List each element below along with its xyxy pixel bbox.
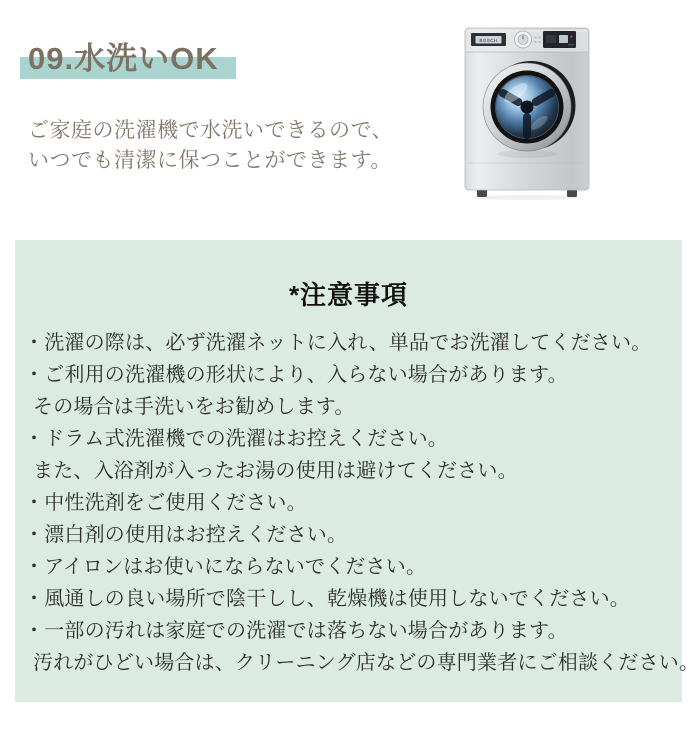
note-line-continuation: その場合は手洗いをお勧めします。 [33,396,355,418]
washing-machine-illustration [464,26,590,200]
note-line: ・漂白剤の使用はお控えください。 [24,524,348,546]
display-panel [543,31,576,48]
washing-machine-image [464,26,590,200]
note-line: ・洗濯の際は、必ず洗濯ネットに入れ、単品でお洗濯してください。 [24,332,652,354]
brand-logo-text: BOSCH [479,37,498,43]
notes-heading: *注意事項 [288,280,409,310]
description-line: ご家庭の洗濯機で水洗いできるので、 [28,119,394,142]
note-line: ・風通しの良い場所で陰干しし、乾燥機は使用しないでください。 [24,588,630,610]
brand-plate [471,33,506,46]
caution-notes-box [15,240,700,702]
product-description [28,116,393,176]
note-line: ・ドラム式洗濯機での洗濯はお控えください。 [24,428,448,450]
note-line-continuation: また、入浴剤が入ったお湯の使用は避けてください。 [33,460,518,482]
notes-list [15,327,700,679]
note-line-continuation: 汚れがひどい場合は、クリーニング店などの専門業者にご相談ください。 [33,652,700,674]
description-line: いつでも清潔に保つことができます。 [28,149,392,172]
note-line: ・アイロンはお使いにならないでください。 [24,556,427,578]
note-line: ・ご利用の洗濯機の形状により、入らない場合があります。 [24,364,568,386]
note-line: ・中性洗剤をご使用ください。 [24,492,307,514]
ground-shadow [473,195,581,200]
note-line: ・一部の汚れは家庭での洗濯では落ちない場合があります。 [24,620,568,642]
page-title: 09.水洗いOK [28,41,219,76]
